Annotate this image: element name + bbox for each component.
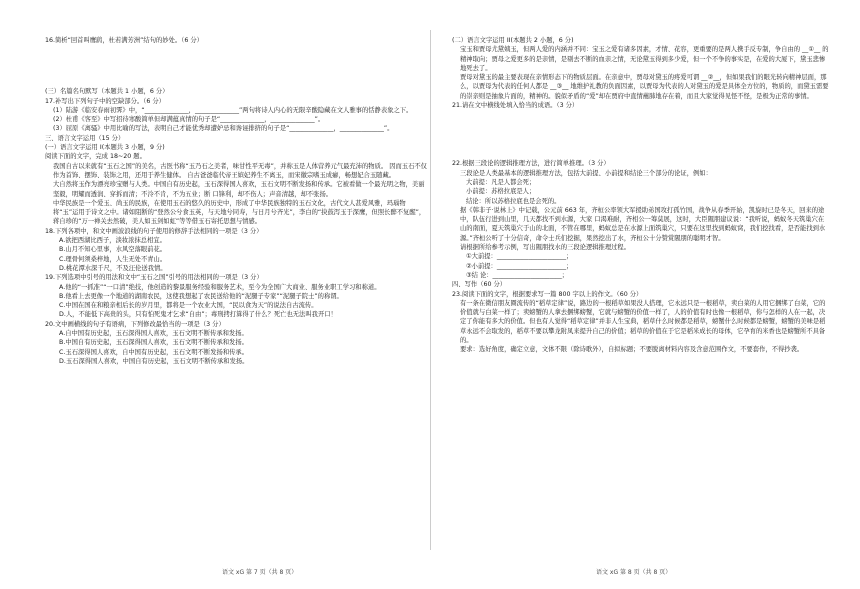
spacer [452,131,830,138]
left-line: A.自中国有历史起，玉石深得国人喜欢，玉石文明不断传承和发扬。 [59,330,248,338]
left-line: D.人，不能低下高贵的头，只有怕死鬼才乞求“自由”；毒刑拷打算得了什么？死亡也无法叫我开口！ [59,311,337,319]
left-line: (一）语言文字运用 I(本题共 3 小题，9 分) [45,144,165,152]
spacer [452,124,830,131]
spacer [45,80,430,87]
left-line: B.中国自有历史起，玉石深得国人喜欢，玉石文明不断传承和发扬。 [59,339,248,347]
left-line: 16.简析“回首叫鹰鹞，杜若满芳洲”结句的妙处。（6 分） [45,37,203,44]
right-line: 要求：选好角度，确定立意，文体不限（除诗歌外），自拟标题；不要脱离材料内容及含意范围作文，不要套作，不得抄袭。 [460,346,804,354]
spacer [45,52,430,59]
left-line: C.中国在国在和粮亲相后长的岁月里，都将是一个农业大国，“民以食为天”的说法自古流传。 [59,302,318,310]
right-line: 三段论是人类最基本的逻辑推理方法，包括大前提、小前提和结论三个部分的论证，例如： [460,169,712,177]
right-line: 22.根据三段论的逻辑推理方法，进行简单推理。（3 分） [452,160,610,168]
left-line: 20.文中画横线的句子有语病，下列修改最恰当的一项是（3 分） [45,320,225,328]
left-line: (2）杜甫《客至》中写招待寒酸简单但却满蕴真情的句子是“______________，______________”。 [53,116,325,124]
right-line: (二）语言文字运用 II(本题共 2 小题，6 分) [452,37,574,44]
right-line: 21.请在文中横线处填入恰当的成语。（3 分） [452,102,579,110]
page-footer-right: 语文 xG 第 8 页（共 8 页） [596,569,672,576]
right-line: 贾母对黛玉的最主要表现在亲情形态下的物质层面。在亲意中，贾母对黛玉的疼爱可谓 __②__，但如果我们的眼光转向精神层面，那么，以贾母为代表的任何人都是 __③__ 地维护礼教的负面因素，以贾母为代表的人对黛玉的爱是具体全方位的，物质的，而黛玉需要的崇亲则是抽象片面的，精神的。貌似矛盾的“爱”却在贾府中直情蘸肺地存在着，而且大家觉得见怪不怪，是极为正常的事情。 [460,74,829,100]
left-line: A.欲把西湖比西子，淡妆浓抹总相宜。 [59,237,166,245]
spacer [452,138,830,145]
column-divider [430,30,431,550]
left-column [45,36,430,366]
right-column [452,36,830,355]
right-line: ③结 论：______________________； [466,271,569,279]
left-line: 18.下列各项中，和文中画波浪线的句子使用的修辞手法相同的一项是（3 分） [45,227,263,235]
left-line: D.玉石深得国人喜欢，中国自有历史起，玉石文明不断传承和发扬。 [59,357,249,365]
left-line: 中华民族是一个爱玉、尚玉的民族，在使用玉石的悠久的历史中，形成了中华民族独特的玉石文化，古代文人甚爱风雅，玛瑙物将“玉”运用于诗文之中。诸如阻断的“登然公兮食玉英，与天地兮同寿，与日月兮齐光”，李白的“抉鼓泻玉于深鹰，但照长醉不复醒”，蒋自珍的“万一禅关去然破，美人如玉剑如虹”等等借玉石寄托思想与情感。 [53,199,426,226]
right-line: ①大前提：______________________； [466,253,573,261]
spacer [452,117,830,124]
left-line: C.理骨何须桑梓地，人生无处不青山。 [59,255,167,263]
spacer [452,145,830,152]
left-line: (三）名篇名句默写（本题共 1 小题，6 分） [45,88,169,96]
right-line: 23.阅读下面的文字，根据要求写一篇 800 字以上的作文。（60 分） [452,290,643,298]
page-footer-left: 语文 xG 第 7 页（共 8 页） [222,569,298,576]
right-line: 据《韩非子·说林上》中记载，公元前 663 年，齐桓公率领大军援助弟国攻打孤竹国，战争从春季开始，凯旋时已是冬天，回来的途中，队伍行进到山里，几天都找不到水源，大家 口渴难耐，齐相公一筹莫展，这时，大臣隰朋建议说：“我听说，蚂蚁冬天筑巢穴在山的南面，夏天筑巢穴于山的北面，不管在哪里，蚂蚁总是在水源上面筑巢穴，只要在这里找到蚂蚁窝，我们挖找看，是否能找到水源。”齐桓公听了十分信奇，命令士兵们挖掘，果然挖出了水，齐桓公十分赞赏隰朋的聪明才智。 [460,206,826,242]
spacer [452,152,830,159]
left-line: C.玉石深得国人喜欢，自中国有历史起，玉石文明不断发扬和传承。 [59,348,249,356]
right-line: 四、写作（60 分） [452,281,507,289]
left-line: 阅读下面的文字，完成 18~20 题。 [45,153,146,161]
left-line: 三、语言文字运用（15 分） [45,134,125,142]
spacer [45,59,430,66]
right-line: 小前提：苏格拉底是人； [466,188,536,196]
left-line: 19.下列选项中引号的用法和文中“玉石之国”引号的用法相同的一项是（3 分） [45,274,263,282]
spacer [45,66,430,73]
right-line: 大前提：凡是人都会死； [466,178,536,186]
left-line: 17.补写出下列句子中的空缺部分。（6 分） [45,97,165,105]
left-line: 大自然将玉作为漂亮珍宝赠与人类。中国自有历史起，玉石深得国人喜欢，玉石文明不断发扬和传承。它被看做一个最光明之物，美丽坚毅，明耀而透润、穿拆而清；不泠不肯，不为五业；断 口锋利，却不伤人；声音清越，却不张扬。 [53,181,425,198]
right-line: 请根据所给参考示例，写出隰朋找水的三段论逻辑推理过程。 [460,244,631,252]
right-line: ②小前提：______________________； [466,262,573,270]
left-line: B.山月不知心里事，水风空落眼前花。 [59,246,167,254]
spacer [45,73,430,80]
right-line: 结论：所以苏格拉底也是会死的。 [466,197,561,205]
left-line: D.桃花潭水深千尺，不及汪伦送我情。 [59,264,167,272]
spacer [452,110,830,117]
left-line: (1）陆游《临安春雨初霁》中，“______________，______________”两句将诗人内心的无限辛酸隐藏在文人雅事的恬静表象之下。 [53,106,413,114]
left-line: 我国自古以来就有“玉石之国”的美名，古医书称“玉乃石之美者，味甘性平无毒”，并称玉是人体营养元气最充沛的物质。 因而玉石不仅作为首饰、摆饰、装饰之用，还用于养生健体。 自古爸爸临代帝王嫔妃养生不离玉，而宋徽宗嗜玉成癖，畅想妃合玉随藏。 [53,162,427,179]
right-line: 宝玉和贾母尤黛姨玉，但两人爱的内涵并不同：宝玉之爱有诸多因素，才情、花容，更重要的是两人携手反专制，争自由的 __①__ 的精神取向；贾母之爱更多的是亲情，是剔去不断的血亲之情，无论黛玉得到多少爱，但一个不争的事实是，在爱的大厦下，黛玉悲惨地死去了。 [460,46,829,72]
spacer [45,45,430,52]
left-line: B.他看上去更像一个地道的湖南农民，这使我想起了农民送给他的“泥腿子专家”“泥腿子院士”的称谓。 [59,292,343,300]
left-line: (3）屈原《离骚》中用比喻的写法，表明自己才能优秀却遭妒忌和谗诬排挤的句子是“______________，______________”。 [53,125,394,133]
left-line: A.他的“一抓准”“一口清”绝技，他创造的黎景服务经验和服务艺术，至今为全国广大商业、服务业职工学习和称道。 [59,283,381,291]
right-line: 有一条在微信朋友圈流传的“稻草定律”说，路边的一根稻草如果没人搭理，它永远只是一根稻草，卖白菜的人用它捆绑了白菜，它的价值就与白菜一样了；卖螃蟹的人拿去捆绑螃蟹，它就与螃蟹的价值一样了，人的价值有时也像一根稻草，你与怎样的人在一起，决定了你能有多大的价值。但也有人觉得“稻草定律”并非人生宝典，稻草什么时候都是稻草，螃蟹什么时候都是螃蟹，螃蟹的美味是稻草永远不会取发的，稻草不要以攀龙附凤来提升自己的价值；稻草的价值在于它是稻米成长的母体，它孕育的米香也是螃蟹所不具备的。 [460,299,826,345]
